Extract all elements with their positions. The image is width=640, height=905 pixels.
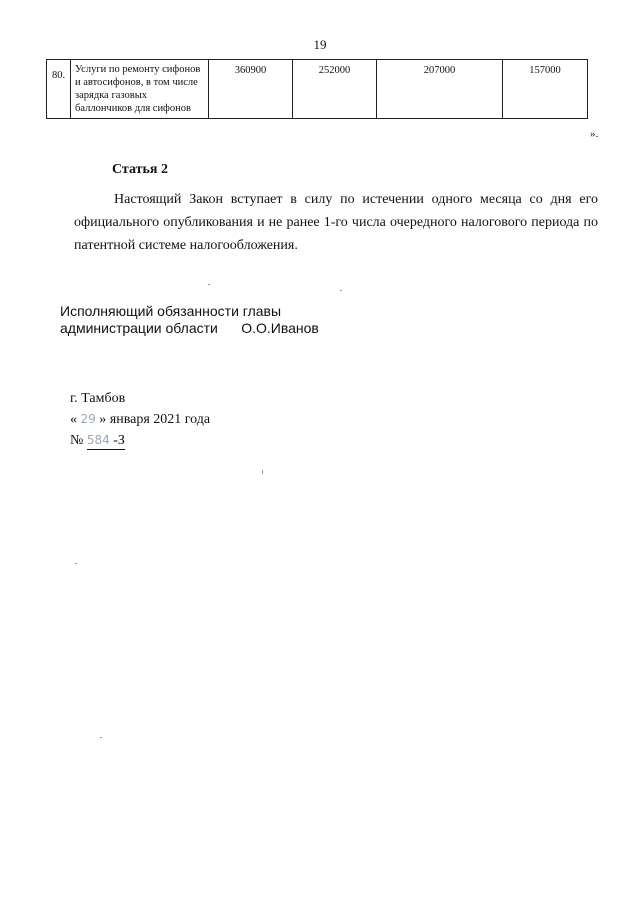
value-cell: 207000 (377, 60, 503, 119)
signature-block (60, 303, 319, 337)
date-line: « 29 » января 2021 года (70, 412, 211, 427)
service-name: Услуги по ремонту сифонов и автосифонов, в том числе зарядка газовых баллончиков для сифонов (71, 60, 209, 119)
scan-speck (340, 290, 342, 291)
scan-speck (208, 284, 210, 285)
page-number: 19 (313, 37, 327, 52)
signatory-line (60, 320, 319, 337)
law-number-line: № 584 -З (70, 433, 125, 448)
scan-speck (262, 470, 263, 474)
row-number: 80. (47, 60, 71, 119)
city: г. Тамбов (70, 391, 126, 406)
table-row (47, 60, 588, 119)
law-number: 584 -З (86, 433, 125, 448)
handwritten-number: 584 (86, 433, 110, 447)
article-text: Настоящий Закон вступает в силу по истечении одного месяца со дня его официального опубликования и не ранее 1-го числа очередного налогового периода по патентной системе налогообложения. (74, 192, 598, 253)
fee-table (46, 59, 588, 119)
value-cell: 252000 (293, 60, 377, 119)
signatory-name: О.О.Иванов (241, 320, 319, 336)
signatory-title: Исполняющий обязанности главы (60, 303, 282, 319)
article-heading: Статья 2 (112, 162, 168, 177)
handwritten-day: 29 (80, 412, 96, 426)
closing-quote-mark: ». (590, 128, 599, 140)
signatory-position: администрации области (60, 320, 218, 336)
value-cell: 360900 (209, 60, 293, 119)
scan-speck (75, 563, 77, 564)
scan-speck (100, 737, 102, 738)
place-date-block (70, 389, 210, 451)
value-cell: 157000 (503, 60, 588, 119)
